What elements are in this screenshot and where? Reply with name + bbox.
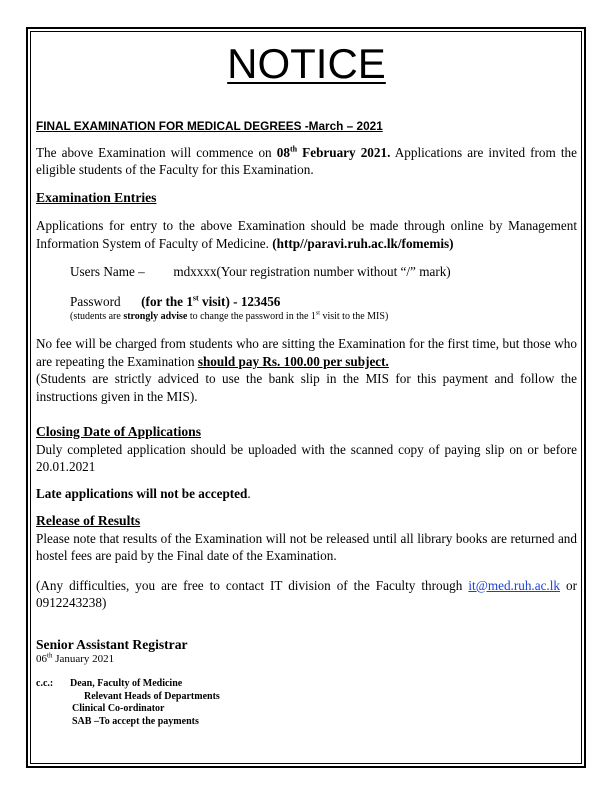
username-line: Users Name – mdxxxx(Your registration number without “/” mark): [70, 264, 451, 279]
closing-paragraph: Duly completed application should be uploaded with the scanned copy of paying slip on or before 20.01.2021: [36, 441, 577, 474]
entries-paragraph: Applications for entry to the above Examination should be made through online by Management Information System of Faculty of Medicine. (http//paravi.ruh.ac.lk/fomemis): [36, 218, 577, 251]
results-paragraph: Please note that results of the Examination will not be released until all library books are returned and hostel fees are paid by the Final date of the Examination.: [36, 530, 577, 563]
fees-paragraph: No fee will be charged from students who are sitting the Examination for the first time, but those who are repeating the Examination should pay Rs. 100.00 per subject.: [36, 336, 577, 369]
signature-title: Senior Assistant Registrar: [36, 636, 188, 652]
cc-label: c.c.:: [36, 678, 54, 689]
cc-list: [36, 678, 577, 728]
intro-paragraph: The above Examination will commence on 08th February 2021. Applications are invited from the eligible students of the Faculty for this Examination.: [36, 144, 577, 177]
entries-heading: Examination Entries: [36, 189, 157, 205]
password-note: (students are strongly advise to change the password in the 1st visit to the MIS): [70, 310, 389, 322]
mis-url: (http//paravi.ruh.ac.lk/fomemis): [272, 235, 454, 251]
contact-email-link[interactable]: it@med.ruh.ac.lk: [468, 577, 560, 593]
cc-item: Dean, Faculty of Medicine: [70, 678, 183, 689]
fees-advice: (Students are strictly adviced to use the bank slip in the MIS for this payment and follow the instructions given in the MIS).: [36, 371, 577, 404]
password-line: Password (for the 1st visit) - 123456: [70, 293, 281, 309]
exam-heading: FINAL EXAMINATION FOR MEDICAL DEGREES -March – 2021: [36, 119, 383, 133]
late-notice: Late applications will not be accepted.: [36, 485, 251, 501]
closing-heading: Closing Date of Applications: [36, 424, 202, 439]
notice-title: NOTICE: [227, 40, 386, 87]
signature-date: 06th January 2021: [36, 651, 115, 665]
contact-paragraph: (Any difficulties, you are free to contact IT division of the Faculty through it@med.ruh.ac.lk or 0912243238): [36, 577, 577, 610]
cc-item: Clinical Co-ordinator: [72, 703, 165, 714]
results-heading: Release of Results: [36, 513, 141, 528]
fee-amount: should pay Rs. 100.00 per subject.: [197, 353, 389, 369]
notice-document: [36, 36, 577, 728]
cc-item: Relevant Heads of Departments: [84, 690, 220, 702]
cc-item: SAB –To accept the payments: [72, 715, 199, 727]
